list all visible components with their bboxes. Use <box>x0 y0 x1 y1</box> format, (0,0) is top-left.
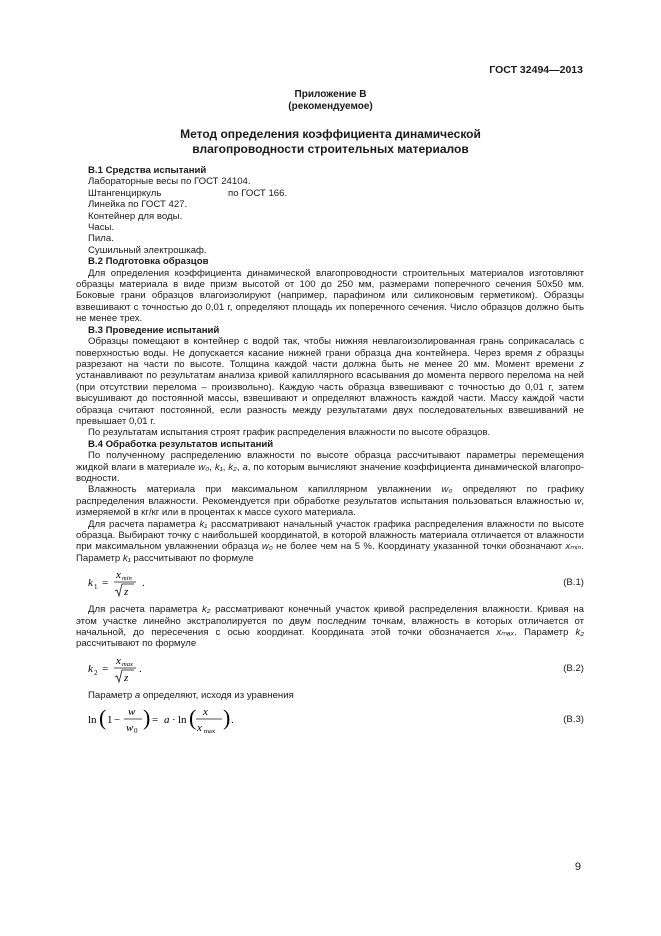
text-run: , <box>209 461 215 473</box>
formula-symbol: z <box>124 671 129 684</box>
text-run: Параметр <box>88 689 135 701</box>
document-body <box>76 165 584 741</box>
formula-operator: · <box>172 714 176 727</box>
text-run: рассчитывают по формуле <box>130 552 254 564</box>
formula-b1 <box>76 568 584 598</box>
method-title-line-2: влагопроводности строительных материалов <box>192 142 469 156</box>
formula-paren: ) <box>223 705 231 731</box>
formula-symbol: w <box>126 722 134 735</box>
text-run: . Параметр <box>76 541 584 564</box>
formula-symbol: x <box>116 654 121 667</box>
paragraph <box>76 484 584 518</box>
formula-number: (В.2) <box>563 662 584 674</box>
formula-subscript: 0 <box>134 727 138 736</box>
text-run: Для расчета параметра <box>88 604 202 616</box>
text-run: Для расчета параметра <box>88 518 200 530</box>
paragraph <box>76 690 584 701</box>
text-run: По полученному распределению влажности по высоте образца рассчитывают параметры перемещения жидкой влаги в материале <box>76 450 584 473</box>
formula-symbol: a <box>164 714 170 727</box>
text-run: Образцы помещают в контейнер с водой так, чтобы нижняя невлагоизолированная грань соприкасалась с поверхностью воды. Не допускается касание нижней грани образца дна контейнера. Через время <box>76 336 584 359</box>
paragraph <box>76 519 584 565</box>
paragraph <box>76 604 584 650</box>
list-item: Пила. <box>88 233 114 245</box>
variable: w₀ <box>441 484 453 496</box>
formula-symbol: z <box>124 586 129 599</box>
variable: w₀ <box>261 541 273 553</box>
section-heading-b4: В.4 Обработка результатов испытаний <box>88 438 274 450</box>
formula-subscript: max <box>204 728 216 736</box>
list-item: Сушильный электрошкаф. <box>88 244 207 256</box>
formula-b2 <box>76 654 584 684</box>
text-run: Влажность материала при максимальном капиллярном увлажнении <box>88 484 442 496</box>
formula-subscript: 1 <box>94 583 98 592</box>
variable: k₂ <box>228 461 237 473</box>
text-run: определяют по графику распределения влажности. Рекомендуется при обработке результатов испытания пользоваться влажностью <box>76 484 584 507</box>
variable: a <box>242 461 248 473</box>
list-item: Линейка по ГОСТ 427. <box>88 199 188 211</box>
variable: k₁ <box>122 552 131 564</box>
formula-b3 <box>76 705 584 735</box>
formula-punct: . <box>139 662 142 675</box>
text-run: определяют, исходя из уравнения <box>140 689 294 701</box>
variable: k₁ <box>214 461 223 473</box>
variable: w <box>574 495 582 507</box>
formula-symbol: x <box>116 569 121 582</box>
paragraph: По результатам испытания строят график распределения влажности по высоте образцов. <box>88 427 491 439</box>
list-item: Лабораторные весы по ГОСТ 24104. <box>88 176 251 188</box>
formula-symbol: w <box>128 706 136 719</box>
section-heading-b1: В.1 Средства испытаний <box>88 165 207 176</box>
formula-symbol: x <box>203 706 208 719</box>
section-heading-b3: В.3 Проведение испытаний <box>88 324 220 336</box>
formula-punct: . <box>142 577 145 590</box>
list-item-label: Штангенциркуль <box>88 187 162 199</box>
paragraph <box>76 336 584 427</box>
formula-symbol: x <box>197 722 202 735</box>
paragraph: Для определения коэффициента динамической влагопроводности строительных материалов изготовляют образцы материала в виде призм высотой от 100 до 250 мм, размерами поперечного сечения 50х50 мм. Боковые грани образцов влагоизолируют (например, парафином или силиконовым герметиком). Образцы взвешивают с точностью до 0,01 г, определяют площадь их поперечного сечения. Число образцов должно быть не менее трех. <box>76 267 584 325</box>
variable: z <box>536 347 542 359</box>
formula-operator: = <box>102 577 109 590</box>
text-run: рассматривают начальный участок графика распределения влажности по высоте образца. Выбирают точку с наибольшей координатой, в которой влажность материала отличается от влажности при максимальном увлажнении образца <box>76 518 584 553</box>
list-item <box>76 188 584 199</box>
formula-paren: ( <box>189 705 197 731</box>
formula-symbol: k <box>88 577 93 590</box>
formula-number: (В.1) <box>563 577 584 589</box>
list-item: Контейнер для воды. <box>88 210 183 222</box>
paragraph <box>76 450 584 484</box>
document-id-header: ГОСТ 32494—2013 <box>489 64 583 76</box>
formula-subscript: min <box>122 575 132 583</box>
formula-number: (В.3) <box>563 714 584 726</box>
formula-subscript: 2 <box>94 668 98 677</box>
text-run: рассчитывают по формуле <box>76 638 197 650</box>
annex-status: (рекомендуемое) <box>288 101 373 112</box>
text-run: , измеряемой в кг/кг или в процентах к массе сухого материала. <box>76 495 584 519</box>
variable: k₁ <box>199 518 208 530</box>
variable: w₀ <box>198 461 210 473</box>
text-run: образцы разрезают на части по высоте. Толщина каждой части должна быть не менее 20 мм. Момент времени <box>76 347 584 370</box>
formula-function: ln <box>178 714 187 727</box>
formula-subscript: max <box>122 660 133 668</box>
variable: xₘₐₓ <box>496 627 515 639</box>
formula-punct: . <box>231 714 234 727</box>
section-heading-b2: В.2 Подготовка образцов <box>88 256 209 268</box>
text-run: . Параметр <box>514 627 576 639</box>
formula-paren: ( <box>99 705 107 731</box>
variable: k₂ <box>575 627 585 639</box>
formula-function: ln <box>88 714 97 727</box>
formula-operator: = <box>152 714 159 727</box>
text-run: устанавливают по результатам анализа кривой капиллярного всасывания до момента первого перелома на ней (при отсутствии перелома – произвольно). Каждую часть образца взвешивают с точностью до 0,01 г, затем высушивают до постоянной массы, взвешивают и определяют влажность каждой части. Массу каждой части образца считают постоянной, если разность между результатами двух последовательных взвешиваний не превышает 0,01 г. <box>76 370 584 427</box>
text-run: , <box>222 461 229 473</box>
formula-b1-expression <box>86 568 206 598</box>
annex-title: Приложение В <box>294 89 367 100</box>
variable: z <box>579 358 584 370</box>
formula-symbol: k <box>88 662 93 675</box>
variable: a <box>134 689 141 701</box>
formula-b2-expression <box>86 654 206 684</box>
variable: xₘᵢₙ <box>565 541 582 553</box>
page-number: 9 <box>574 861 581 873</box>
formula-operator: = <box>102 662 109 675</box>
method-title-line-1: Метод определения коэффициента динамической <box>180 127 481 141</box>
formula-paren: ) <box>143 705 151 731</box>
text-run: , по которым вычисляют значение коэффициента динамической влагопро-водности. <box>76 461 584 484</box>
variable: k₂ <box>202 604 211 616</box>
formula-number-literal: 1 <box>107 714 113 727</box>
text-run: , <box>236 461 243 473</box>
text-run: не более чем на 5 %. Координату указанной точки обозначают <box>272 541 566 553</box>
list-item: Часы. <box>88 222 115 234</box>
text-run: рассматривают конечный участок кривой распределения влажности. Кривая на этом участке линейно экстраполируется по двум последним точкам, влажность в которых отличается от начальной, до пересечения с осью координат. Координата этой точки обозначается <box>76 604 584 639</box>
formula-b3-expression <box>86 705 286 735</box>
formula-operator: − <box>114 714 121 727</box>
list-item-ref: по ГОСТ 166. <box>228 187 288 199</box>
